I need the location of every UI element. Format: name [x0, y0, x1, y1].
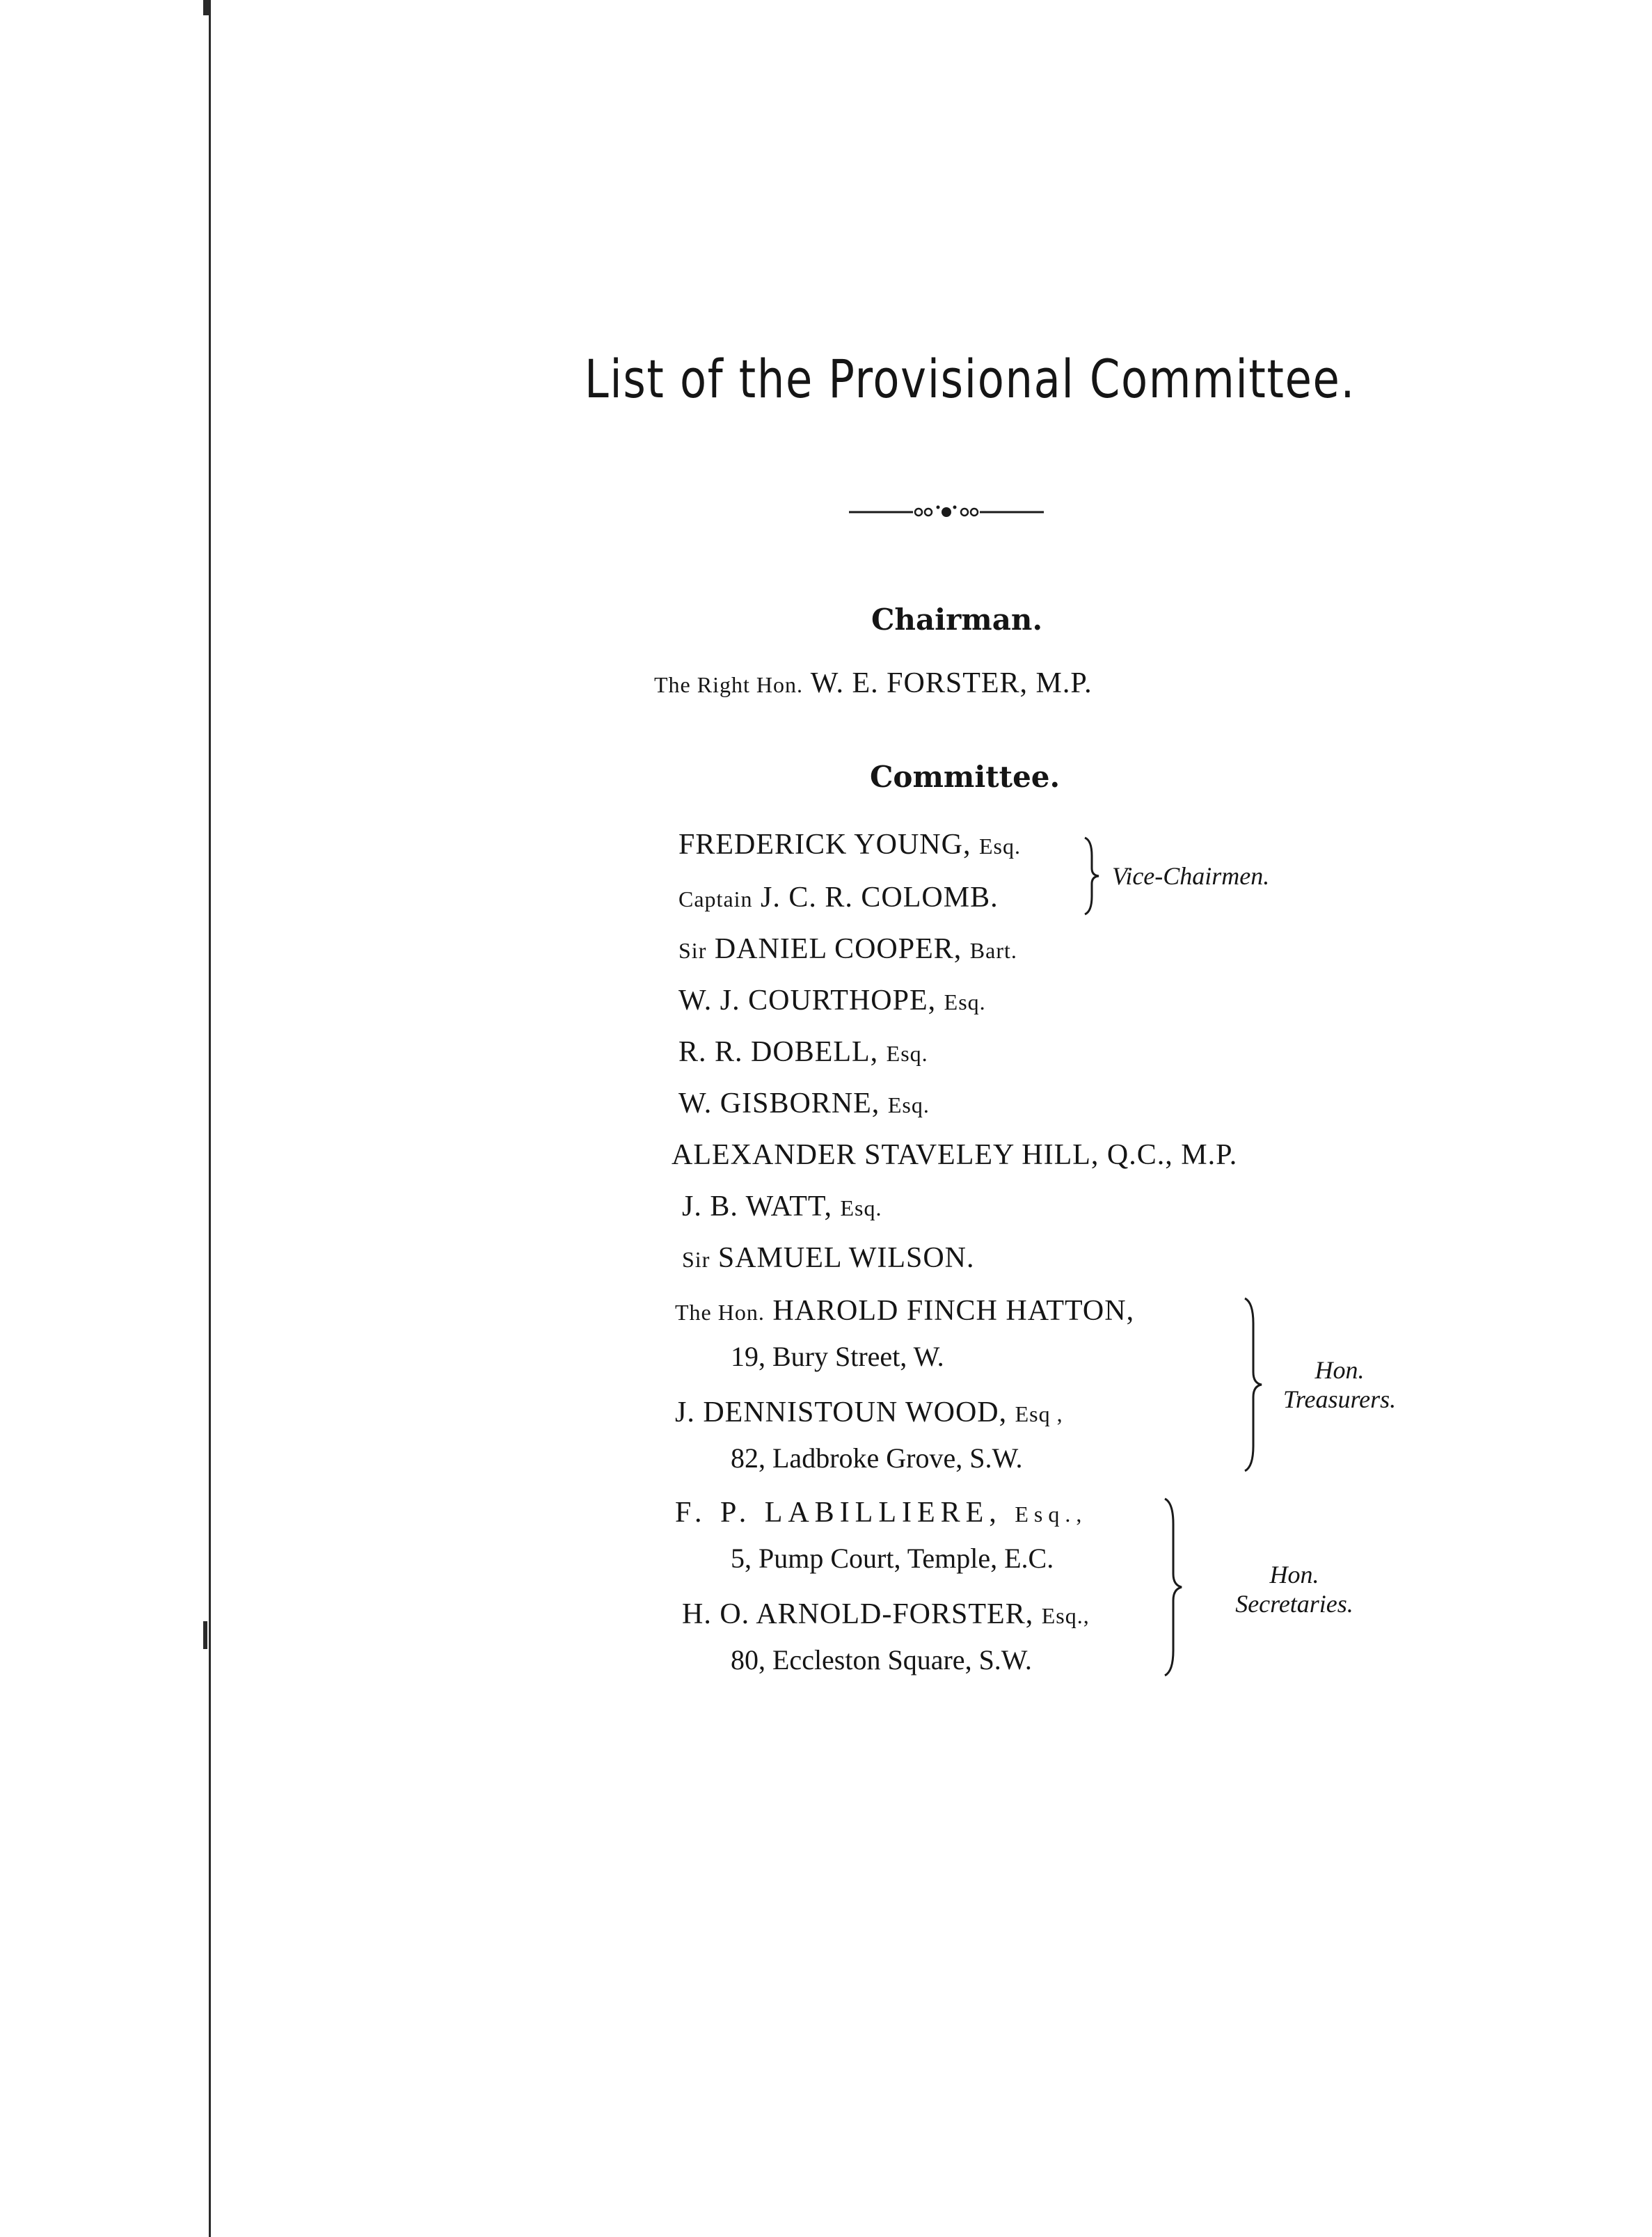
chairman-prefix: The Right Hon.: [654, 672, 803, 697]
secretary-line: [682, 1598, 1090, 1631]
member-name: J. DENNISTOUN WOOD,: [675, 1396, 1008, 1428]
treasurer-line: [675, 1294, 1134, 1328]
treasurer-address: 19, Bury Street, W.: [731, 1341, 944, 1372]
member-suffix: Esq.: [978, 834, 1021, 859]
secretaries-label-line: Secretaries.: [1235, 1590, 1353, 1618]
member-suffix: Esq.: [944, 989, 986, 1014]
secretaries-label-line: Hon.: [1269, 1561, 1319, 1589]
member-name: R. R. DOBELL,: [678, 1036, 879, 1068]
vice-chairmen-brace: [1082, 835, 1103, 917]
secretaries-label: [1211, 1560, 1378, 1618]
treasurers-label-line: Treasurers.: [1282, 1385, 1397, 1413]
member-name: J. B. WATT,: [682, 1191, 832, 1223]
page-title: List of the Provisional Committee.: [585, 348, 1356, 410]
member-prefix: Captain: [678, 886, 753, 911]
member-suffix: Esq.: [886, 1041, 928, 1066]
page-binding-edge: [209, 0, 211, 2237]
member-line: [678, 932, 1017, 966]
member-name: F. P. LABILLIERE,: [675, 1497, 1002, 1529]
chairman-heading: Chairman.: [871, 603, 1043, 637]
member-name: HAROLD FINCH HATTON,: [772, 1295, 1135, 1327]
secretary-address: 5, Pump Court, Temple, E.C.: [731, 1543, 1054, 1574]
binding-mark-middle: [203, 1621, 207, 1649]
member-prefix: The Hon.: [675, 1300, 765, 1325]
member-line: [678, 828, 1021, 861]
member-suffix: Esq.: [887, 1092, 930, 1117]
member-line: [678, 984, 986, 1017]
committee-heading: Committee.: [870, 760, 1061, 794]
member-line: [672, 1138, 1237, 1172]
member-suffix: Esq.: [840, 1195, 882, 1220]
secretaries-brace: [1162, 1496, 1184, 1678]
member-name: W. GISBORNE,: [678, 1088, 880, 1120]
binding-mark-top: [203, 0, 209, 15]
member-name: H. O. ARNOLD-FORSTER,: [682, 1598, 1034, 1630]
member-suffix: Esq.,: [1015, 1502, 1088, 1527]
member-name: SAMUEL WILSON.: [717, 1242, 975, 1274]
member-line: [678, 1035, 928, 1069]
treasurer-address: 82, Ladbroke Grove, S.W.: [731, 1442, 1023, 1474]
secretary-line: [675, 1496, 1087, 1529]
member-prefix: Sir: [682, 1247, 710, 1272]
member-line: [682, 1241, 975, 1275]
chairman-line: [654, 667, 1093, 700]
member-name: FREDERICK YOUNG,: [678, 829, 971, 861]
member-line: [678, 881, 999, 914]
ornament-divider: [849, 495, 1044, 529]
member-name: DANIEL COOPER,: [714, 933, 962, 965]
member-suffix: Esq ,: [1015, 1401, 1063, 1426]
member-name: J. C. R. COLOMB.: [761, 882, 999, 914]
member-line: [682, 1190, 882, 1223]
member-line: [678, 1087, 930, 1120]
member-name: ALEXANDER STAVELEY HILL, Q.C., M.P.: [672, 1139, 1238, 1171]
treasurers-label: [1273, 1355, 1406, 1414]
member-suffix: Bart.: [969, 938, 1017, 963]
treasurers-brace: [1242, 1296, 1264, 1474]
member-suffix: Esq.,: [1041, 1603, 1090, 1628]
secretary-address: 80, Eccleston Square, S.W.: [731, 1644, 1032, 1675]
member-name: W. J. COURTHOPE,: [678, 985, 937, 1017]
member-prefix: Sir: [678, 938, 707, 963]
treasurer-line: [675, 1396, 1063, 1429]
chairman-name: W. E. FORSTER, M.P.: [810, 667, 1093, 699]
treasurers-label-line: Hon.: [1315, 1356, 1365, 1384]
vice-chairmen-label: Vice-Chairmen.: [1112, 862, 1270, 890]
